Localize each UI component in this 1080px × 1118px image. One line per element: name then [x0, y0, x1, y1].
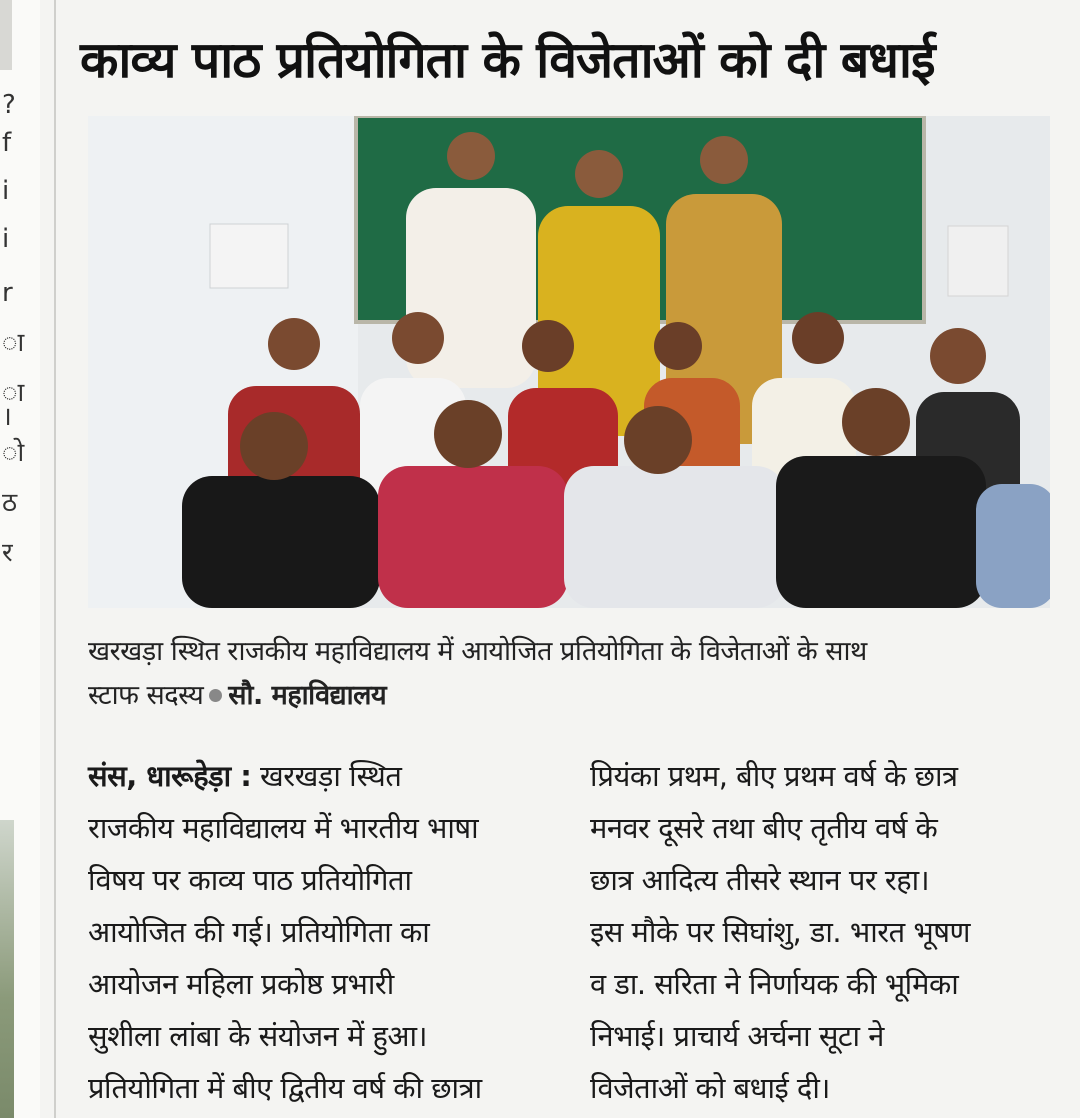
credit-bullet-icon: [209, 689, 222, 702]
group-photo: [88, 116, 1050, 608]
adjacent-text-fragment: i: [2, 176, 10, 206]
article-line: राजकीय महाविद्यालय में भारतीय भाषा: [88, 811, 479, 845]
caption-staff-text: स्टाफ सदस्य: [88, 680, 204, 711]
adjacent-text-fragment: i: [2, 224, 10, 254]
article-line: निभाई। प्राचार्य अर्चना सूटा ने: [590, 1019, 884, 1053]
article-line: व डा. सरिता ने निर्णायक की भूमिका: [590, 967, 959, 1001]
article-line-1: [88, 750, 558, 802]
adjacent-text-fragment: ?: [2, 90, 16, 120]
adjacent-text-fragment: ा: [2, 328, 25, 358]
adjacent-text-fragment: ो: [2, 438, 25, 468]
adjacent-text-fragment: ा: [2, 378, 25, 408]
adjacent-text-fragment: ठ: [2, 488, 18, 518]
headline: काव्य पाठ प्रतियोगिता के विजेताओं को दी बधाई: [80, 31, 935, 89]
article-line: आयोजित की गई। प्रतियोगिता का: [88, 915, 430, 949]
photo-caption: [88, 630, 1050, 718]
group-photo-illustration: [88, 116, 1050, 608]
column-divider: [54, 0, 56, 1118]
dateline: संस, धारूहेड़ा :: [88, 759, 252, 793]
article-line: प्रतियोगिता में बीए द्वितीय वर्ष की छात्रा: [88, 1071, 482, 1105]
article-line: विषय पर काव्य पाठ प्रतियोगिता: [88, 863, 412, 897]
adjacent-gray-block: [0, 0, 12, 70]
article-line: छात्र आदित्य तीसरे स्थान पर रहा।: [590, 863, 930, 897]
article-line: विजेताओं को बधाई दी।: [590, 1071, 830, 1105]
caption-line-2: [88, 674, 1050, 718]
adjacent-text-fragment: f: [2, 128, 12, 158]
article-line: सुशीला लांबा के संयोजन में हुआ।: [88, 1019, 428, 1053]
adjacent-text-fragment: र: [2, 538, 13, 568]
photo-credit: सौ. महाविद्यालय: [228, 680, 387, 711]
article-line: मनवर दूसरे तथा बीए तृतीय वर्ष के: [590, 811, 938, 845]
article-column-left: [88, 750, 558, 1114]
adjacent-text-fragment: ।: [2, 402, 12, 432]
article-line: इस मौके पर सिघांशु, डा. भारत भूषण: [590, 915, 970, 949]
article-text: खरखड़ा स्थित: [260, 759, 402, 793]
adjacent-photo-fragment: [0, 820, 14, 1118]
article-line: आयोजन महिला प्रकोष्ठ प्रभारी: [88, 967, 394, 1001]
article-column-right: [590, 750, 1060, 1114]
adjacent-text-fragment: r: [2, 278, 13, 308]
adjacent-column-strip: [0, 0, 40, 1118]
article-line: प्रियंका प्रथम, बीए प्रथम वर्ष के छात्र: [590, 759, 958, 793]
caption-line-1: खरखड़ा स्थित राजकीय महाविद्यालय में आयोजित प्रतियोगिता के विजेताओं के साथ: [88, 636, 867, 667]
